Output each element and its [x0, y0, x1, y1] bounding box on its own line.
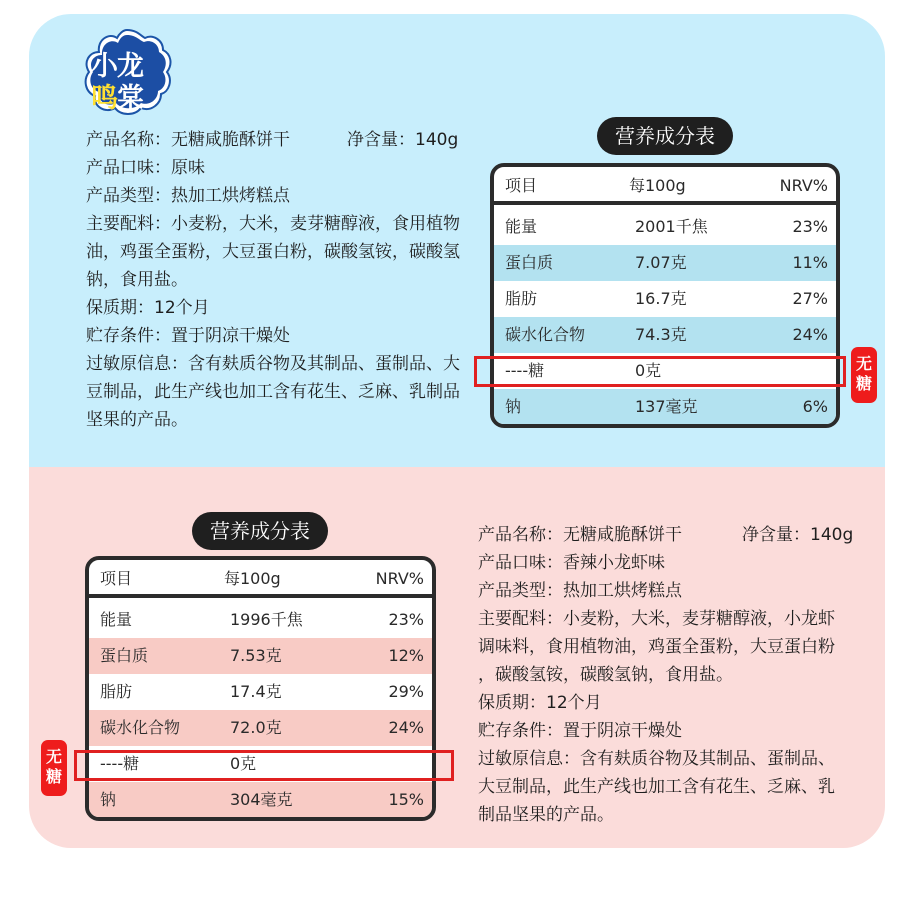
nutrient-nrv: 11% [792, 253, 828, 272]
storage-conditions: 贮存条件：置于阴凉干燥处 [86, 326, 290, 346]
header-nrv: NRV% [779, 176, 828, 195]
nutrient-value: 16.7克 [635, 289, 687, 308]
nutrition-table [490, 163, 840, 428]
nutrient-value: 72.0克 [230, 718, 282, 737]
table-header-row [89, 560, 432, 598]
product-flavor: 产品口味：原味 [86, 158, 205, 178]
nutrition-title: 营养成分表 [597, 117, 733, 155]
nutrient-nrv: 12% [388, 646, 424, 665]
allergen-info: 过敏原信息：含有麸质谷物及其制品、蛋制品、大豆制品，此生产线也加工含有花生、乏麻、乳制品坚果的产品。 [86, 354, 460, 430]
nutrient-name: 碳水化合物 [100, 718, 181, 737]
nutrient-value: 304毫克 [230, 790, 293, 809]
table-header-row [494, 167, 836, 205]
nutrient-value: 0克 [635, 361, 662, 380]
nutrient-name: 蛋白质 [100, 646, 149, 665]
nutrient-name: 能量 [505, 217, 538, 236]
product-info-bottom [478, 521, 858, 829]
nutrient-value: 7.07克 [635, 253, 687, 272]
logo-line1: 小龙 [91, 51, 143, 82]
header-nrv: NRV% [375, 569, 424, 588]
product-ingredients-2: 调味料，食用植物油，鸡蛋全蛋粉，大豆蛋白粉 [478, 637, 835, 657]
nutrient-nrv: 23% [388, 610, 424, 629]
nutrient-nrv: 29% [388, 682, 424, 701]
product-name: 产品名称：无糖咸脆酥饼干 [86, 130, 290, 150]
nutrient-value: 1996千焦 [230, 610, 303, 629]
header-per100g: 每100g [224, 569, 281, 588]
shelf-life: 保质期：12个月 [478, 693, 602, 713]
sugar-free-badge [851, 347, 877, 403]
nutrition-table [85, 556, 436, 821]
allergen-info-3: 制品坚果的产品。 [478, 805, 614, 825]
nutrient-value: 137毫克 [635, 397, 698, 416]
nutrient-name: ----糖 [100, 754, 140, 773]
nutrient-nrv: 27% [792, 289, 828, 308]
product-type: 产品类型：热加工烘烤糕点 [86, 186, 290, 206]
brand-logo [81, 26, 173, 118]
header-per100g: 每100g [629, 176, 686, 195]
bottom-section [29, 467, 885, 848]
nutrient-name: 钠 [505, 397, 522, 416]
storage-conditions: 贮存条件：置于阴凉干燥处 [478, 721, 682, 741]
allergen-info-2: 大豆制品，此生产线也加工含有花生、乏麻、乳 [478, 777, 835, 797]
table-row [494, 389, 836, 425]
allergen-info-1: 过敏原信息：含有麸质谷物及其制品、蛋制品、 [478, 749, 835, 769]
nutrient-name: 能量 [100, 610, 133, 629]
product-flavor: 产品口味：香辣小龙虾味 [478, 553, 665, 573]
table-row [89, 710, 432, 746]
nutrient-nrv: 15% [388, 790, 424, 809]
product-ingredients-1: 主要配料：小麦粉，大米，麦芽糖醇液，小龙虾 [478, 609, 835, 629]
badge-line2: 糖 [45, 767, 62, 786]
table-row [89, 638, 432, 674]
table-row [89, 674, 432, 710]
top-section [29, 14, 885, 467]
product-type: 产品类型：热加工烘烤糕点 [478, 581, 682, 601]
nutrient-nrv: 23% [792, 217, 828, 236]
nutrient-name: ----糖 [505, 361, 545, 380]
nutrient-name: 脂肪 [100, 682, 133, 701]
nutrient-nrv: 24% [792, 325, 828, 344]
nutrient-value: 0克 [230, 754, 257, 773]
product-card [29, 14, 885, 848]
table-row [494, 245, 836, 281]
badge-line1: 无 [45, 747, 62, 766]
table-row [494, 281, 836, 317]
nutrient-nrv: 6% [802, 397, 828, 416]
shelf-life: 保质期：12个月 [86, 298, 210, 318]
header-item: 项目 [505, 176, 538, 195]
nutrient-name: 蛋白质 [505, 253, 554, 272]
sugar-highlight-box [74, 750, 454, 781]
sugar-free-badge [41, 740, 67, 796]
badge-line2: 糖 [855, 374, 872, 393]
nutrient-value: 7.53克 [230, 646, 282, 665]
product-name: 产品名称：无糖咸脆酥饼干 [478, 525, 682, 545]
badge-line1: 无 [855, 354, 872, 373]
table-row [494, 317, 836, 353]
nutrient-name: 碳水化合物 [505, 325, 586, 344]
header-item: 项目 [100, 569, 133, 588]
nutrient-value: 74.3克 [635, 325, 687, 344]
product-ingredients: 主要配料：小麦粉，大米，麦芽糖醇液，食用植物油，鸡蛋全蛋粉，大豆蛋白粉，碳酸氢铵，碳酸氢钠，食用盐。 [86, 214, 460, 290]
product-info-top [86, 126, 462, 434]
nutrition-title: 营养成分表 [192, 512, 328, 550]
nutrient-name: 钠 [100, 790, 117, 809]
table-row [494, 209, 836, 245]
table-row [89, 602, 432, 638]
product-ingredients-3: ，碳酸氢铵，碳酸氢钠，食用盐。 [478, 665, 733, 685]
nutrient-name: 脂肪 [505, 289, 538, 308]
logo-line2: 鸣棠 [91, 83, 143, 114]
nutrient-value: 17.4克 [230, 682, 282, 701]
nutrient-value: 2001千焦 [635, 217, 708, 236]
net-weight: 净含量：140g [742, 525, 854, 545]
net-weight: 净含量：140g [347, 130, 459, 150]
table-row [89, 782, 432, 818]
nutrient-nrv: 24% [388, 718, 424, 737]
sugar-highlight-box [474, 356, 846, 387]
